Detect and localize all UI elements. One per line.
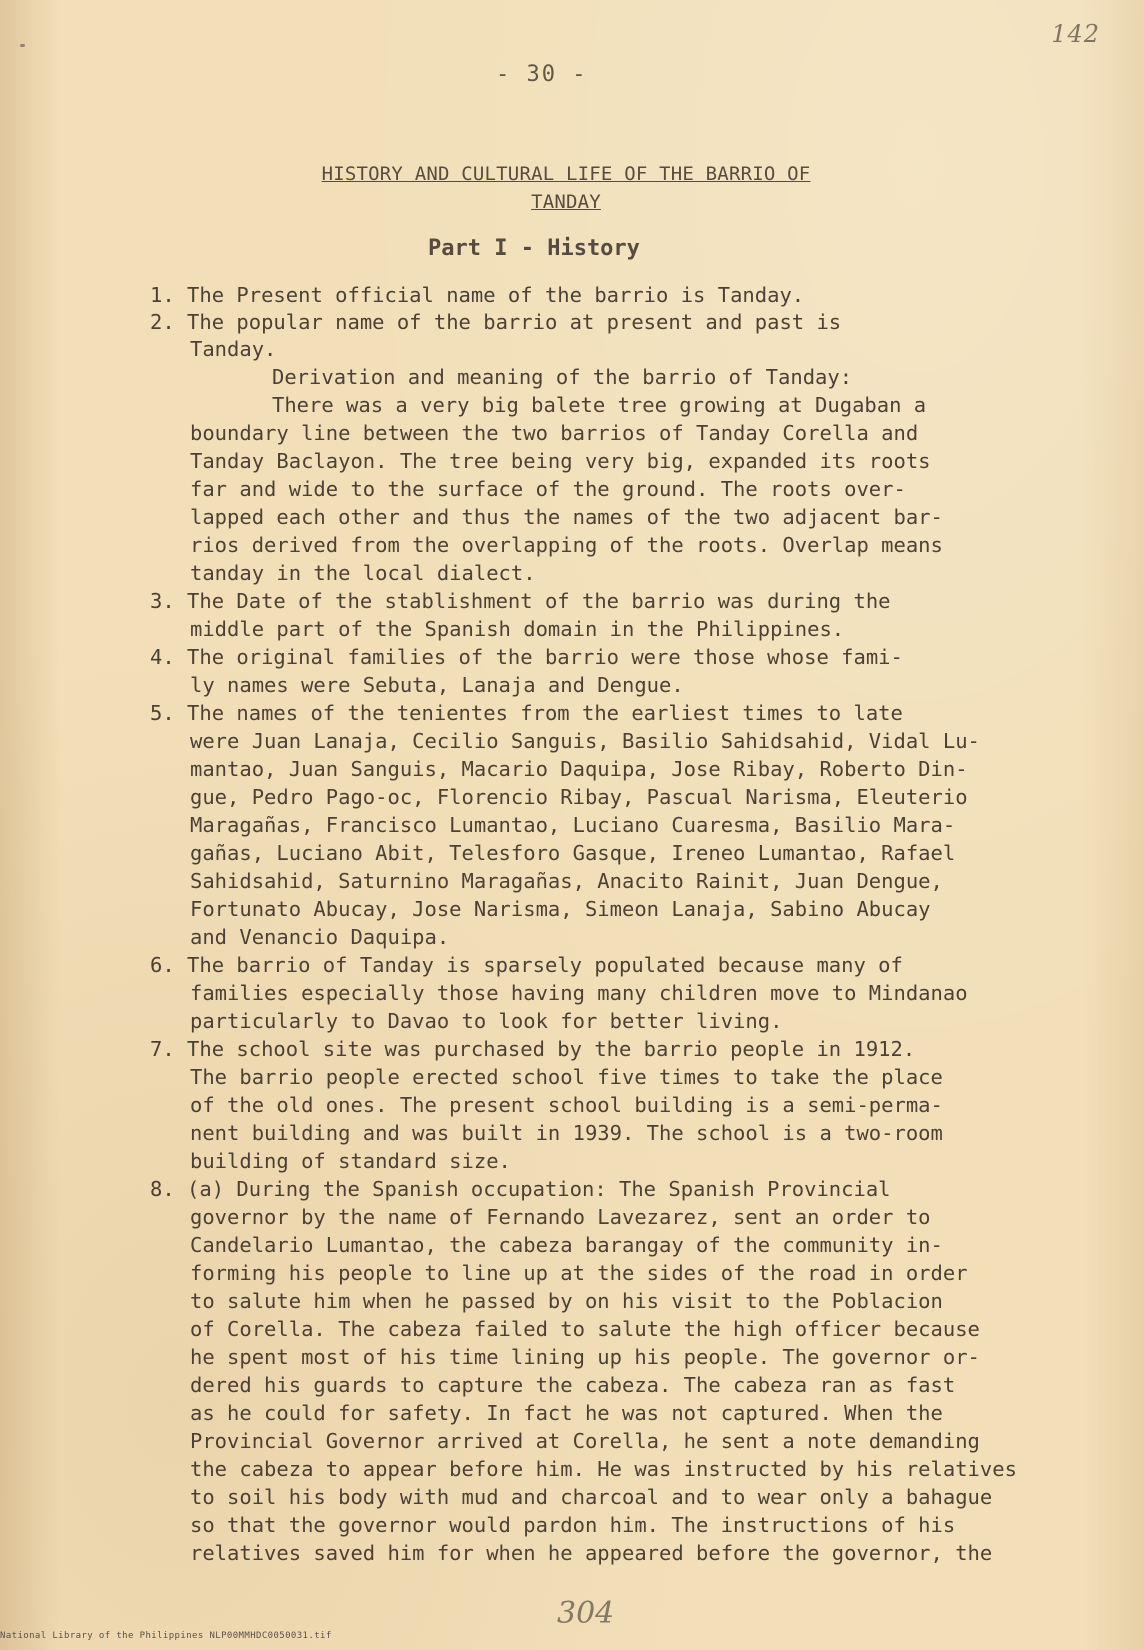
text-line: Sahidsahid, Saturnino Maragañas, Anacito Rainit, Juan Dengue, [190,869,943,893]
text-line: Provincial Governor arrived at Corella, he sent a note demanding [190,1429,980,1453]
text-line: were Juan Lanaja, Cecilio Sanguis, Basilio Sahidsahid, Vidal Lu- [190,729,980,753]
text-line: nent building and was built in 1939. The school is a two-room [190,1121,943,1145]
title-line-2: TANDAY [531,191,601,213]
corner-page-number: 142 [1051,20,1100,48]
text-line: and Venancio Daquipa. [190,925,450,949]
text-line: 8. (a) During the Spanish occupation: The Spanish Provincial [150,1177,891,1201]
text-line: of the old ones. The present school building is a semi-perma- [190,1093,943,1117]
text-line: boundary line between the two barrios of Tanday Corella and [190,421,919,445]
ink-mark [20,44,25,47]
text-line: governor by the name of Fernando Lavezarez, sent an order to [190,1205,931,1229]
text-line: ly names were Sebuta, Lanaja and Dengue. [190,673,684,697]
text-line: to soil his body with mud and charcoal and to wear only a bahague [190,1485,993,1509]
text-line: Candelario Lumantao, the cabeza barangay of the community in- [190,1233,943,1257]
text-line: of Corella. The cabeza failed to salute the high officer because [190,1317,980,1341]
text-line: tanday in the local dialect. [190,561,536,585]
text-line: 1. The Present official name of the barrio is Tanday. [150,283,805,307]
text-line: 2. The popular name of the barrio at present and past is [150,310,842,334]
text-line: he spent most of his time lining up his people. The governor or- [190,1345,980,1369]
text-line: The barrio people erected school five times to take the place [190,1065,943,1089]
text-line: Derivation and meaning of the barrio of Tanday: [272,365,853,389]
title-line-1: HISTORY AND CULTURAL LIFE OF THE BARRIO OF [321,163,811,185]
text-line: rios derived from the overlapping of the roots. Overlap means [190,533,943,557]
text-line: to salute him when he passed by on his visit to the Poblacion [190,1289,943,1313]
text-line: Tanday. [190,337,277,361]
text-line: dered his guards to capture the cabeza. The cabeza ran as fast [190,1373,956,1397]
text-line: 3. The Date of the stablishment of the barrio was during the [150,589,891,613]
part-heading: Part I - History [428,236,640,261]
text-line: 6. The barrio of Tanday is sparsely populated because many of [150,953,903,977]
text-line: mantao, Juan Sanguis, Macario Daquipa, Jose Ribay, Roberto Din- [190,757,968,781]
text-line: lapped each other and thus the names of the two adjacent bar- [190,505,943,529]
bottom-handwritten-number: 304 [557,1596,615,1631]
text-line: Maragañas, Francisco Lumantao, Luciano Cuaresma, Basilio Mara- [190,813,956,837]
text-line: 4. The original families of the barrio were those whose fami- [150,645,903,669]
text-line: forming his people to line up at the sides of the road in order [190,1261,968,1285]
text-line: gañas, Luciano Abit, Telesforo Gasque, Ireneo Lumantao, Rafael [190,841,956,865]
text-line: relatives saved him for when he appeared before the governor, the [190,1541,993,1565]
text-line: Tanday Baclayon. The tree being very big, expanded its roots [190,449,931,473]
text-line: families especially those having many children move to Mindanao [190,981,968,1005]
text-line: 7. The school site was purchased by the barrio people in 1912. [150,1037,916,1061]
text-line: so that the governor would pardon him. The instructions of his [190,1513,956,1537]
text-line: Fortunato Abucay, Jose Narisma, Simeon Lanaja, Sabino Abucay [190,897,931,921]
text-line: There was a very big balete tree growing at Dugaban a [272,393,927,417]
text-line: gue, Pedro Pago-oc, Florencio Ribay, Pascual Narisma, Eleuterio [190,785,968,809]
text-line: as he could for safety. In fact he was not captured. When the [190,1401,943,1425]
footer-note: National Library of the Philippines NLP00MMHDC0050031.tif [0,1631,332,1641]
text-line: 5. The names of the tenientes from the earliest times to late [150,701,903,725]
text-line: middle part of the Spanish domain in the Philippines. [190,617,845,641]
text-line: far and wide to the surface of the ground. The roots over- [190,477,906,501]
text-line: building of standard size. [190,1149,511,1173]
document-title [286,160,846,216]
text-line: the cabeza to appear before him. He was instructed by his relatives [190,1457,1017,1481]
text-line: particularly to Davao to look for better living. [190,1009,783,1033]
page-number: - 30 - [496,62,588,87]
